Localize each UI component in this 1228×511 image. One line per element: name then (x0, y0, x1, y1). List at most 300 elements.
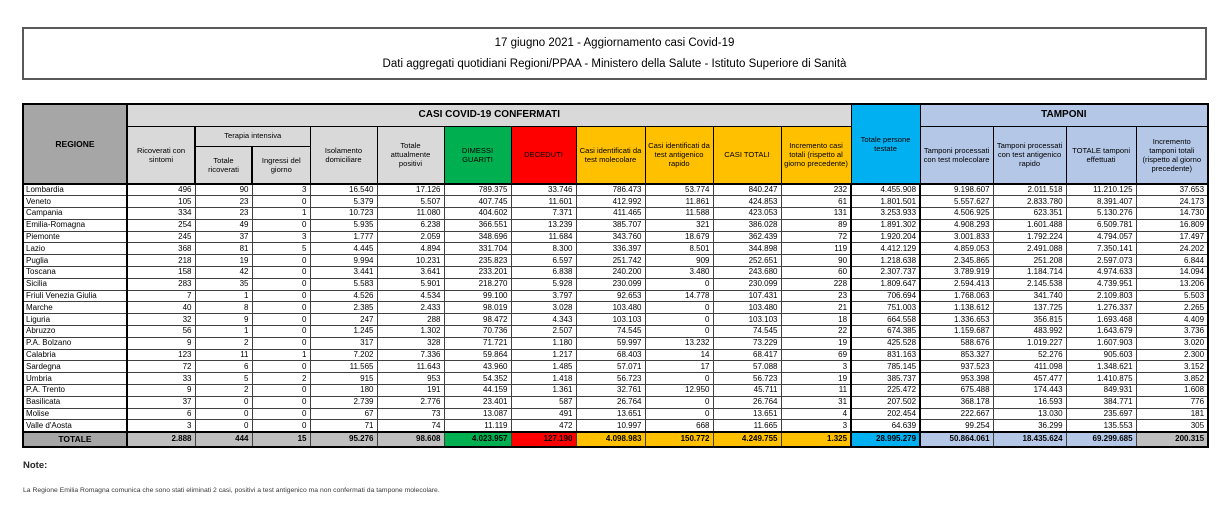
table-row (23, 184, 1208, 196)
header-totale-tamponi: TOTALE tamponi effettuati (1066, 126, 1136, 184)
value-cell: 1.138.612 (920, 302, 993, 314)
value-cell: 31 (781, 396, 851, 408)
value-cell: 68.417 (713, 349, 781, 361)
value-cell: 14.094 (1136, 267, 1208, 279)
value-cell: 13.030 (993, 408, 1066, 420)
value-cell: 1.302 (377, 326, 444, 338)
value-cell: 4.506.925 (920, 208, 993, 220)
value-cell: 1.608 (1136, 385, 1208, 397)
value-cell: 11.080 (377, 208, 444, 220)
value-cell: 668 (645, 420, 713, 432)
value-cell: 472 (511, 420, 576, 432)
value-cell: 2.833.780 (993, 196, 1066, 208)
table-row (23, 267, 1208, 279)
value-cell: 404.602 (444, 208, 511, 220)
value-cell: 230.099 (713, 278, 781, 290)
value-cell: 348.696 (444, 231, 511, 243)
region-cell: Sardegna (23, 361, 127, 373)
value-cell: 496 (127, 184, 195, 196)
value-cell: 70.736 (444, 326, 511, 338)
value-cell: 11.861 (645, 196, 713, 208)
value-cell: 1.792.224 (993, 231, 1066, 243)
value-cell: 0 (252, 314, 310, 326)
value-cell: 251.208 (993, 255, 1066, 267)
value-cell: 10.997 (576, 420, 645, 432)
value-cell: 11 (781, 385, 851, 397)
value-cell: 4.534 (377, 290, 444, 302)
value-cell: 21 (781, 302, 851, 314)
value-cell: 588.676 (920, 337, 993, 349)
value-cell: 13.232 (645, 337, 713, 349)
value-cell: 74 (377, 420, 444, 432)
value-cell: 7.350.141 (1066, 243, 1136, 255)
value-cell: 0 (645, 396, 713, 408)
value-cell: 67 (310, 408, 377, 420)
value-cell: 751.003 (851, 302, 920, 314)
value-cell: 71.721 (444, 337, 511, 349)
value-cell: 362.439 (713, 231, 781, 243)
value-cell: 423.053 (713, 208, 781, 220)
total-value-cell: 150.772 (645, 432, 713, 447)
value-cell: 4.974.633 (1066, 267, 1136, 279)
header-ingressi-giorno: Ingressi del giorno (252, 146, 310, 184)
region-cell: Basilicata (23, 396, 127, 408)
value-cell: 2.739 (310, 396, 377, 408)
value-cell: 19 (195, 255, 252, 267)
value-cell: 1.485 (511, 361, 576, 373)
value-cell: 0 (252, 290, 310, 302)
value-cell: 1 (252, 208, 310, 220)
value-cell: 849.931 (1066, 385, 1136, 397)
header-isolamento: Isolamento domiciliare (310, 126, 377, 184)
value-cell: 56.723 (576, 373, 645, 385)
value-cell: 17 (645, 361, 713, 373)
value-cell: 305 (1136, 420, 1208, 432)
value-cell: 288 (377, 314, 444, 326)
value-cell: 11.643 (377, 361, 444, 373)
total-value-cell: 28.995.279 (851, 432, 920, 447)
value-cell: 42 (195, 267, 252, 279)
value-cell: 107.431 (713, 290, 781, 302)
value-cell: 0 (252, 396, 310, 408)
value-cell: 103.103 (576, 314, 645, 326)
value-cell: 786.473 (576, 184, 645, 196)
value-cell: 2 (195, 385, 252, 397)
value-cell: 344.898 (713, 243, 781, 255)
header-casi-antigenico: Casi identificati da test antigenico rapido (645, 126, 713, 184)
table-row (23, 290, 1208, 302)
total-value-cell: 4.098.983 (576, 432, 645, 447)
table-body (23, 184, 1208, 432)
value-cell: 5.507 (377, 196, 444, 208)
value-cell: 3.480 (645, 267, 713, 279)
value-cell: 191 (377, 385, 444, 397)
region-cell: Lazio (23, 243, 127, 255)
value-cell: 1.607.903 (1066, 337, 1136, 349)
region-cell: Campania (23, 208, 127, 220)
value-cell: 0 (645, 302, 713, 314)
value-cell: 0 (645, 314, 713, 326)
region-cell: Sicilia (23, 278, 127, 290)
value-cell: 73.229 (713, 337, 781, 349)
value-cell: 13.651 (576, 408, 645, 420)
table-row (23, 278, 1208, 290)
value-cell: 4.794.057 (1066, 231, 1136, 243)
value-cell: 937.523 (920, 361, 993, 373)
header-casi-totali: CASI TOTALI (713, 126, 781, 184)
value-cell: 57.088 (713, 361, 781, 373)
value-cell: 3 (781, 361, 851, 373)
value-cell: 103.480 (576, 302, 645, 314)
value-cell: 11.210.125 (1066, 184, 1136, 196)
value-cell: 131 (781, 208, 851, 220)
value-cell: 3.152 (1136, 361, 1208, 373)
value-cell: 3.852 (1136, 373, 1208, 385)
table-row (23, 219, 1208, 231)
value-cell: 0 (252, 326, 310, 338)
value-cell: 13.206 (1136, 278, 1208, 290)
total-value-cell: 444 (195, 432, 252, 447)
total-value-cell: 1.325 (781, 432, 851, 447)
value-cell: 5.583 (310, 278, 377, 290)
value-cell: 16.593 (993, 396, 1066, 408)
value-cell: 98.472 (444, 314, 511, 326)
value-cell: 3 (127, 420, 195, 432)
value-cell: 8.391.407 (1066, 196, 1136, 208)
value-cell: 0 (252, 267, 310, 279)
table-row (23, 302, 1208, 314)
value-cell: 14 (645, 349, 713, 361)
value-cell: 8.501 (645, 243, 713, 255)
value-cell: 232 (781, 184, 851, 196)
region-cell: Emilia-Romagna (23, 219, 127, 231)
value-cell: 1.768.063 (920, 290, 993, 302)
region-cell: Molise (23, 408, 127, 420)
header-dimessi-guariti: DIMESSI GUARITI (444, 126, 511, 184)
value-cell: 2.307.737 (851, 267, 920, 279)
value-cell: 831.163 (851, 349, 920, 361)
value-cell: 137.725 (993, 302, 1066, 314)
value-cell: 9 (127, 385, 195, 397)
value-cell: 2.345.865 (920, 255, 993, 267)
value-cell: 1.276.337 (1066, 302, 1136, 314)
value-cell: 10.723 (310, 208, 377, 220)
value-cell: 69 (781, 349, 851, 361)
value-cell: 37 (127, 396, 195, 408)
value-cell: 16.809 (1136, 219, 1208, 231)
value-cell: 19 (781, 373, 851, 385)
value-cell: 2.300 (1136, 349, 1208, 361)
value-cell: 251.742 (576, 255, 645, 267)
region-cell: Abruzzo (23, 326, 127, 338)
header-ricoverati-sintomi: Ricoverati con sintomi (127, 126, 195, 184)
value-cell: 99.254 (920, 420, 993, 432)
header-tamponi-antigenico: Tamponi processati con test antigenico rapido (993, 126, 1066, 184)
value-cell: 4 (781, 408, 851, 420)
value-cell: 5.130.276 (1066, 208, 1136, 220)
value-cell: 98.019 (444, 302, 511, 314)
value-cell: 7.336 (377, 349, 444, 361)
value-cell: 9.994 (310, 255, 377, 267)
value-cell: 905.603 (1066, 349, 1136, 361)
value-cell: 853.327 (920, 349, 993, 361)
value-cell: 675.488 (920, 385, 993, 397)
value-cell: 953 (377, 373, 444, 385)
value-cell: 56.723 (713, 373, 781, 385)
value-cell: 5.379 (310, 196, 377, 208)
value-cell: 74.545 (713, 326, 781, 338)
value-cell: 321 (645, 219, 713, 231)
value-cell: 158 (127, 267, 195, 279)
value-cell: 0 (252, 385, 310, 397)
region-cell: Veneto (23, 196, 127, 208)
value-cell: 243.680 (713, 267, 781, 279)
value-cell: 283 (127, 278, 195, 290)
value-cell: 99.100 (444, 290, 511, 302)
value-cell: 785.145 (851, 361, 920, 373)
header-incremento-casi: Incremento casi totali (rispetto al giorno precedente) (781, 126, 851, 184)
value-cell: 9.198.607 (920, 184, 993, 196)
value-cell: 17.497 (1136, 231, 1208, 243)
value-cell: 0 (252, 219, 310, 231)
value-cell: 6 (127, 408, 195, 420)
region-cell: Marche (23, 302, 127, 314)
value-cell: 1.348.621 (1066, 361, 1136, 373)
value-cell: 8.300 (511, 243, 576, 255)
value-cell: 233.201 (444, 267, 511, 279)
value-cell: 44.159 (444, 385, 511, 397)
value-cell: 3.020 (1136, 337, 1208, 349)
value-cell: 3 (781, 420, 851, 432)
value-cell: 0 (195, 408, 252, 420)
value-cell: 2.011.518 (993, 184, 1066, 196)
table-row (23, 208, 1208, 220)
value-cell: 0 (645, 278, 713, 290)
total-value-cell: 95.276 (310, 432, 377, 447)
value-cell: 11.565 (310, 361, 377, 373)
value-cell: 90 (195, 184, 252, 196)
value-cell: 228 (781, 278, 851, 290)
value-cell: 384.771 (1066, 396, 1136, 408)
value-cell: 5.503 (1136, 290, 1208, 302)
value-cell: 386.028 (713, 219, 781, 231)
value-cell: 483.992 (993, 326, 1066, 338)
value-cell: 5.901 (377, 278, 444, 290)
region-cell: Calabria (23, 349, 127, 361)
value-cell: 2.145.538 (993, 278, 1066, 290)
value-cell: 341.740 (993, 290, 1066, 302)
table-row (23, 420, 1208, 432)
value-cell: 368.178 (920, 396, 993, 408)
value-cell: 331.704 (444, 243, 511, 255)
value-cell: 840.247 (713, 184, 781, 196)
total-value-cell: 15 (252, 432, 310, 447)
value-cell: 245 (127, 231, 195, 243)
value-cell: 1.410.875 (1066, 373, 1136, 385)
header-attualmente-positivi: Totale attualmente positivi (377, 126, 444, 184)
value-cell: 1.361 (511, 385, 576, 397)
value-cell: 252.651 (713, 255, 781, 267)
value-cell: 4.894 (377, 243, 444, 255)
value-cell: 0 (645, 408, 713, 420)
header-group-tamponi: TAMPONI (920, 104, 1208, 126)
value-cell: 73 (377, 408, 444, 420)
header-totale-ricoverati: Totale ricoverati (195, 146, 252, 184)
value-cell: 22 (781, 326, 851, 338)
value-cell: 3 (252, 231, 310, 243)
value-cell: 225.472 (851, 385, 920, 397)
value-cell: 328 (377, 337, 444, 349)
table-row (23, 361, 1208, 373)
total-label: TOTALE (23, 432, 127, 447)
value-cell: 2.597.073 (1066, 255, 1136, 267)
value-cell: 235.697 (1066, 408, 1136, 420)
value-cell: 4.343 (511, 314, 576, 326)
value-cell: 457.477 (993, 373, 1066, 385)
value-cell: 664.558 (851, 314, 920, 326)
value-cell: 7.202 (310, 349, 377, 361)
value-cell: 3.253.933 (851, 208, 920, 220)
value-cell: 64.639 (851, 420, 920, 432)
report-title-box (22, 27, 1207, 80)
value-cell: 26.764 (576, 396, 645, 408)
total-value-cell: 69.299.685 (1066, 432, 1136, 447)
value-cell: 1.159.687 (920, 326, 993, 338)
value-cell: 706.694 (851, 290, 920, 302)
value-cell: 8 (195, 302, 252, 314)
value-cell: 0 (252, 255, 310, 267)
value-cell: 2.776 (377, 396, 444, 408)
value-cell: 4.445 (310, 243, 377, 255)
value-cell: 45.711 (713, 385, 781, 397)
value-cell: 368 (127, 243, 195, 255)
header-terapia-intensiva: Terapia intensiva (195, 126, 310, 146)
value-cell: 2.059 (377, 231, 444, 243)
value-cell: 0 (645, 373, 713, 385)
value-cell: 35 (195, 278, 252, 290)
value-cell: 4.908.293 (920, 219, 993, 231)
value-cell: 2.491.088 (993, 243, 1066, 255)
value-cell: 174.443 (993, 385, 1066, 397)
value-cell: 59.864 (444, 349, 511, 361)
value-cell: 2.433 (377, 302, 444, 314)
value-cell: 385.707 (576, 219, 645, 231)
value-cell: 6.838 (511, 267, 576, 279)
total-value-cell: 18.435.624 (993, 432, 1066, 447)
value-cell: 0 (195, 420, 252, 432)
header-casi-molecolare: Casi identificati da test molecolare (576, 126, 645, 184)
value-cell: 123 (127, 349, 195, 361)
region-cell: Piemonte (23, 231, 127, 243)
header-deceduti: DECEDUTI (511, 126, 576, 184)
value-cell: 424.853 (713, 196, 781, 208)
value-cell: 7 (127, 290, 195, 302)
region-cell: Umbria (23, 373, 127, 385)
value-cell: 57.071 (576, 361, 645, 373)
table-row (23, 337, 1208, 349)
value-cell: 5 (252, 243, 310, 255)
value-cell: 674.385 (851, 326, 920, 338)
value-cell: 3.441 (310, 267, 377, 279)
value-cell: 1.180 (511, 337, 576, 349)
region-cell: Friuli Venezia Giulia (23, 290, 127, 302)
value-cell: 9 (127, 337, 195, 349)
value-cell: 181 (1136, 408, 1208, 420)
table-row (23, 196, 1208, 208)
value-cell: 3.001.833 (920, 231, 993, 243)
value-cell: 0 (252, 420, 310, 432)
value-cell: 5 (195, 373, 252, 385)
value-cell: 19 (781, 337, 851, 349)
value-cell: 425.528 (851, 337, 920, 349)
value-cell: 1.777 (310, 231, 377, 243)
value-cell: 2.385 (310, 302, 377, 314)
value-cell: 2.507 (511, 326, 576, 338)
table-row (23, 408, 1208, 420)
header-incremento-tamponi: Incremento tamponi totali (rispetto al giorno precedente) (1136, 126, 1208, 184)
table-row (23, 255, 1208, 267)
value-cell: 11.684 (511, 231, 576, 243)
value-cell: 103.480 (713, 302, 781, 314)
header-regione: REGIONE (23, 104, 127, 184)
value-cell: 37 (195, 231, 252, 243)
table-row (23, 314, 1208, 326)
value-cell: 385.737 (851, 373, 920, 385)
value-cell: 3.789.919 (920, 267, 993, 279)
report-subtitle: Dati aggregati quotidiani Regioni/PPAA - Ministero della Salute - Istituto Superiore di Sanità (382, 57, 847, 70)
value-cell: 4.455.908 (851, 184, 920, 196)
table-header (23, 104, 1208, 184)
value-cell: 23 (195, 196, 252, 208)
value-cell: 11.665 (713, 420, 781, 432)
value-cell: 776 (1136, 396, 1208, 408)
value-cell: 1.217 (511, 349, 576, 361)
value-cell: 5.928 (511, 278, 576, 290)
value-cell: 2.594.413 (920, 278, 993, 290)
value-cell: 1.693.468 (1066, 314, 1136, 326)
value-cell: 49 (195, 219, 252, 231)
value-cell: 953.398 (920, 373, 993, 385)
value-cell: 89 (781, 219, 851, 231)
region-cell: Puglia (23, 255, 127, 267)
value-cell: 53.774 (645, 184, 713, 196)
value-cell: 2.109.803 (1066, 290, 1136, 302)
value-cell: 1.809.647 (851, 278, 920, 290)
value-cell: 40 (127, 302, 195, 314)
table-row (23, 326, 1208, 338)
value-cell: 103.103 (713, 314, 781, 326)
value-cell: 1.336.653 (920, 314, 993, 326)
value-cell: 9 (195, 314, 252, 326)
value-cell: 411.465 (576, 208, 645, 220)
value-cell: 915 (310, 373, 377, 385)
value-cell: 32 (127, 314, 195, 326)
table-row (23, 385, 1208, 397)
region-cell: P.A. Bolzano (23, 337, 127, 349)
value-cell: 207.502 (851, 396, 920, 408)
total-value-cell: 98.608 (377, 432, 444, 447)
value-cell: 33.746 (511, 184, 576, 196)
total-row (23, 432, 1208, 447)
value-cell: 1 (252, 349, 310, 361)
value-cell: 587 (511, 396, 576, 408)
value-cell: 218 (127, 255, 195, 267)
region-cell: Toscana (23, 267, 127, 279)
value-cell: 336.397 (576, 243, 645, 255)
value-cell: 72 (781, 231, 851, 243)
value-cell: 1.218.638 (851, 255, 920, 267)
value-cell: 72 (127, 361, 195, 373)
